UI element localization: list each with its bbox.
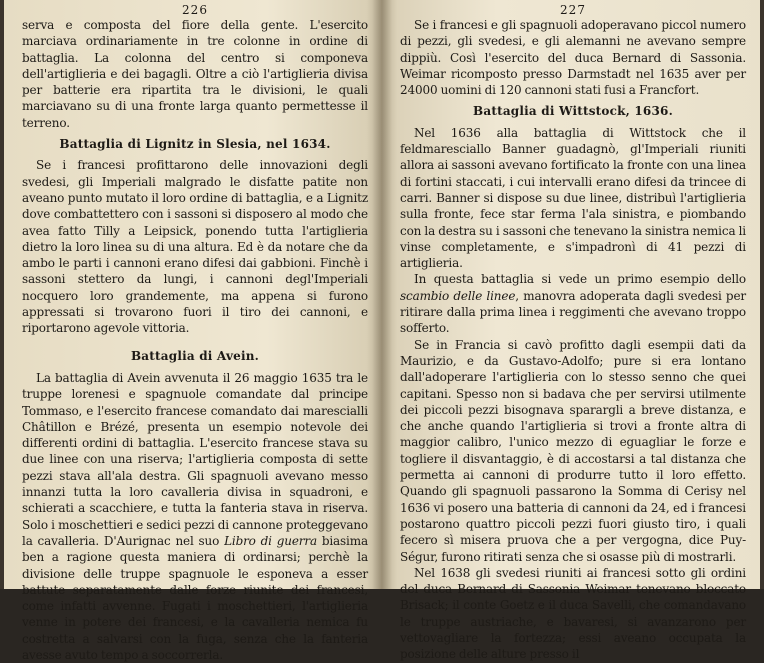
page-edge (0, 0, 4, 589)
gutter-shadow (382, 0, 392, 589)
paragraph: serva e composta del fiore della gente. L'esercito marciava ordinariamente in tre colonne in ordine di battaglia. La colonna del centro si componeva dell'artiglieria e dei bagagli. Oltre a ciò l'artiglieria divisa per batterie era ripartita tra le divisioni, le quali marciavano su di una fronte larga quanto permettesse il terreno. (22, 18, 368, 130)
paragraph: Se i francesi e gli spagnuoli adoperavano piccol numero di pezzi, gli svedesi, e gli alemanni ne avevano sempre dippiù. Così l'esercito del duca Bernard di Sassonia. Weimar ricomposto presso Darmstadt nel 1635 aver per 24000 uomini di 120 cannoni stati fusi a Francfort. (400, 18, 746, 98)
text-run: biasima ben a ragione questa maniera di ordinarsi; perchè la divisione delle truppe spagnuole le esponeva a esser battute separatamente dalle forze riunite dei francesi, come infatti avvenne. Fugati i moschettieri, l'artiglieria venne in potere dei francesi, e la cavalleria nemica fu costretta a salvarsi con la fuga, senza che la fanteria avesse avuto tempo a soccorrerla. (22, 533, 368, 662)
right-page (382, 0, 764, 662)
paragraph: Se in Francia si cavò profitto dagli esempii dati da Maurizio, e da Gustavo-Adolfo; pure si era lontano dall'adoperare l'artiglieria con lo stesso senno che quei capitani. Spesso non si badava che per servirsi utilmente dei piccoli pezzi bisognava sparargli a breve distanza, e che anche quando l'artiglieria si trovi a fronte altra di maggior calibro, l'unico mezzo di eguagliar le forze e togliere il disvantaggio, è di accostarsi a tal distanza che permetta ai cannoni di produrre tutto il loro effetto. Quando gli spagnuoli passarono la Somma di Cerisy nel 1636 vi posero una batteria di cannoni da 24, ed i francesi postarono quattro piccoli pezzi fuori giusto tiro, i quali fecero sì misera pruova che a per vergogna, dice Puy-Ségur, furono ritirati senza che si osasse più di mostrarli. (400, 337, 746, 564)
page-number: 227 (560, 3, 586, 17)
paragraph: Se i francesi profittarono delle innovazioni degli svedesi, gli Imperiali malgrado le disfatte patite non aveano punto mutato il loro ordine di battaglia, e a Lignitz dove combattettero con i sassoni si disposero al modo che avea fatto Tilly a Leipsick, ponendo tutta l'artiglieria dietro la loro linea su di una altura. Ed è da notare che da ambo le parti i cannoni erano difesi dai gabbioni. Finchè i sassoni stettero da lungi, i cannoni degl'Imperiali nocquero loro grandemente, ma appena si furono appressati si trovarono fuori il tiro dei cannoni, e riportarono agevole vittoria. (22, 158, 368, 336)
text-run: , manovra adoperata dagli svedesi per ritirare dalla prima linea i reggimenti che avevano troppo sofferto. (400, 288, 746, 336)
gutter-shadow (372, 0, 382, 589)
section-heading: Battaglia di Wittstock, 1636. (473, 104, 673, 119)
page-number: 226 (182, 3, 208, 17)
paragraph: Nel 1636 alla battaglia di Wittstock che il feldmaresciallo Banner guadagnò, gl'Imperiali riuniti allora ai sassoni avevano fortificato la fronte con una linea di fortini staccati, i cui intervalli erano difesi da trincee di carri. Banner si dispose su due linee, distribuì l'artiglieria sulla fronte, fece star ferma l'ala sinistra, e piombando con la destra su i sassoni che tenevano la sinistra nemica li vinse completamente, e s'impadronì di 41 pezzi di artiglieria. (400, 125, 746, 271)
paragraph (22, 370, 368, 663)
italic-title: Libro di guerra (224, 533, 317, 548)
paragraph (400, 271, 746, 336)
text-run: In questa battaglia si vede un primo esempio dello (414, 272, 746, 287)
section-heading: Battaglia di Avein. (130, 348, 260, 363)
paragraph: Nel 1638 gli svedesi riuniti ai francesi sotto gli ordini del duca Bernard di Sassonia Weimar tenevano bloccato Brisack; il conte Goetz e il duca Savelli, che comandavano le truppe austriache, e bavaresi, si avanzarono per vettovagliare la fortezza; essi aveano occupata la posizione delle alture presso il (400, 565, 746, 662)
italic-term: scambio delle linee (400, 288, 516, 303)
section-heading: Battaglia di Lignitz in Slesia, nel 1634. (59, 137, 331, 152)
text-run: La battaglia di Avein avvenuta il 26 maggio 1635 tra le truppe lorenesi e spagnuole comandate dal principe Tommaso, e l'esercito francese comandato dai marescialli Châtillon e Brézé, presenta un esempio notevole dei differenti ordini di battaglia. L'esercito francese stava su due linee con una riserva; l'artiglieria composta di sette pezzi stava all'ala destra. Gli spagnuoli avevano messo innanzi tutta la loro cavalleria divisa in squadroni, e schierati a scacchiere, e tutta la fanteria stava in riserva. Solo i moschettieri e sedici pezzi di cannone proteggevano la cavalleria. D'Aurignac nel suo (22, 370, 368, 548)
page-edge (760, 0, 764, 589)
left-page (0, 0, 382, 662)
